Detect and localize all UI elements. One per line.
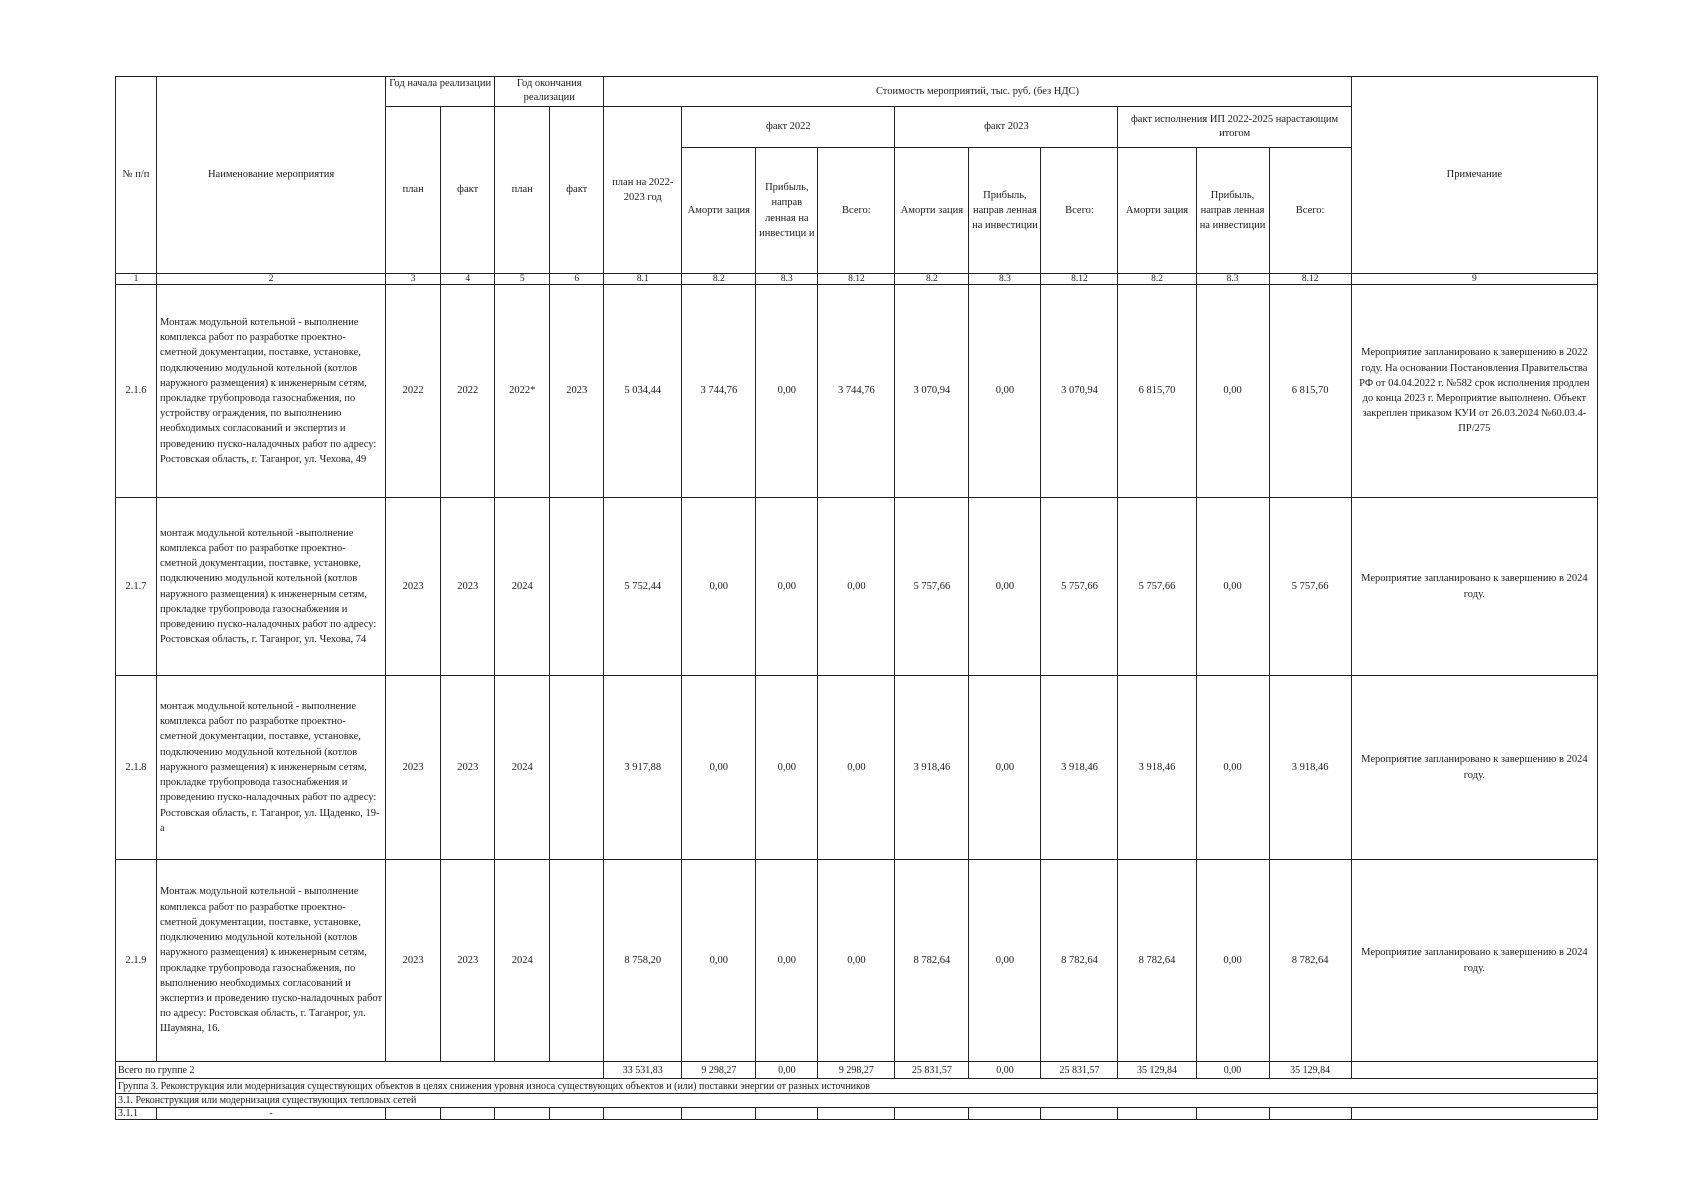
header-end-year: Год окончания реализации bbox=[495, 77, 604, 107]
table-row bbox=[116, 676, 1598, 860]
column-number: 8.12 bbox=[1269, 274, 1351, 285]
row-number: 2.1.9 bbox=[116, 860, 157, 1062]
f22-total-cell: 0,00 bbox=[818, 498, 895, 676]
empty-cell bbox=[756, 1108, 818, 1120]
header-row-1 bbox=[116, 77, 1598, 107]
end-fact-cell: 2023 bbox=[550, 285, 604, 498]
header-f22-amort: Аморти зация bbox=[682, 148, 756, 274]
empty-cell bbox=[969, 1108, 1041, 1120]
header-cum-profit: Прибыль, направ ленная на инвестиции bbox=[1196, 148, 1269, 274]
column-number-row bbox=[116, 274, 1598, 285]
plan-cost-cell: 3 917,88 bbox=[604, 676, 682, 860]
header-end-plan: план bbox=[495, 107, 550, 274]
header-start-fact: факт bbox=[441, 107, 495, 274]
header-cost: Стоимость мероприятий, тыс. руб. (без НДС) bbox=[604, 77, 1351, 107]
table-row bbox=[116, 860, 1598, 1062]
header-cum-amort: Аморти зация bbox=[1118, 148, 1196, 274]
start-plan-cell: 2022 bbox=[386, 285, 441, 498]
row-number: 2.1.6 bbox=[116, 285, 157, 498]
end-plan-cell: 2024 bbox=[495, 498, 550, 676]
cum-amort-cell: 8 782,64 bbox=[1118, 860, 1196, 1062]
f23-profit-cell: 0,00 bbox=[969, 285, 1041, 498]
f22-profit-cell: 0,00 bbox=[756, 860, 818, 1062]
f22-total-cell: 3 744,76 bbox=[818, 285, 895, 498]
f23-total-cell: 3 070,94 bbox=[1041, 285, 1118, 498]
end-fact-cell bbox=[550, 498, 604, 676]
header-name: Наименование мероприятия bbox=[157, 77, 386, 274]
empty-cell bbox=[1041, 1108, 1118, 1120]
end-plan-cell: 2024 bbox=[495, 860, 550, 1062]
plan-cost-cell: 5 034,44 bbox=[604, 285, 682, 498]
subgroup-3-1-title: 3.1. Реконструкция или модернизация существующих тепловых сетей bbox=[116, 1094, 1598, 1108]
f22-amort-cell: 0,00 bbox=[682, 860, 756, 1062]
cum-amort-cell: 6 815,70 bbox=[1118, 285, 1196, 498]
f22-amort-cell: 3 744,76 bbox=[682, 285, 756, 498]
f23-total-cell: 8 782,64 bbox=[1041, 860, 1118, 1062]
group-3-header-row bbox=[116, 1079, 1598, 1094]
header-f23-profit: Прибыль, направ ленная на инвестиции bbox=[969, 148, 1041, 274]
f23-amort-cell: 8 782,64 bbox=[895, 860, 969, 1062]
f22-amort-cell: 9 298,27 bbox=[682, 1062, 756, 1079]
column-number: 8.3 bbox=[756, 274, 818, 285]
start-fact-cell: 2023 bbox=[441, 860, 495, 1062]
group-3-title: Группа 3. Реконструкция или модернизация существующих объектов в целях снижения уровня износа существующих объектов и (или) поставки энергии от разных источников bbox=[116, 1079, 1598, 1094]
f23-amort-cell: 25 831,57 bbox=[895, 1062, 969, 1079]
measure-name: Монтаж модульной котельной - выполнение комплекса работ по разработке проектно-сметной документации, поставке, установке, подключению модульной котельной (котлов наружного размещения) к инженерным сетям, прокладке трубопровода газоснабжения, по устройству ограждения, по выполнению необходимых согласований и экспертиз и проведению пуско-наладочных работ по адресу: Ростовская область, г. Таганрог, ул. Чехова, 49 bbox=[157, 285, 386, 498]
table-row bbox=[116, 498, 1598, 676]
plan-cost-cell: 8 758,20 bbox=[604, 860, 682, 1062]
end-fact-cell bbox=[550, 860, 604, 1062]
f23-profit-cell: 0,00 bbox=[969, 860, 1041, 1062]
group-total-label: Всего по группе 2 bbox=[116, 1062, 604, 1079]
f23-profit-cell: 0,00 bbox=[969, 1062, 1041, 1079]
f23-total-cell: 3 918,46 bbox=[1041, 676, 1118, 860]
cum-amort-cell: 35 129,84 bbox=[1118, 1062, 1196, 1079]
empty-cell bbox=[386, 1108, 441, 1120]
header-start-year: Год начала реализации bbox=[386, 77, 495, 107]
cum-profit-cell: 0,00 bbox=[1196, 860, 1269, 1062]
empty-cell bbox=[495, 1108, 550, 1120]
start-fact-cell: 2022 bbox=[441, 285, 495, 498]
header-end-fact: факт bbox=[550, 107, 604, 274]
cum-profit-cell: 0,00 bbox=[1196, 676, 1269, 860]
start-plan-cell: 2023 bbox=[386, 860, 441, 1062]
f22-profit-cell: 0,00 bbox=[756, 285, 818, 498]
plan-cost-cell: 33 531,83 bbox=[604, 1062, 682, 1079]
f22-amort-cell: 0,00 bbox=[682, 676, 756, 860]
header-f22-total: Всего: bbox=[818, 148, 895, 274]
cum-profit-cell: 0,00 bbox=[1196, 498, 1269, 676]
cum-profit-cell: 0,00 bbox=[1196, 1062, 1269, 1079]
column-number: 8.3 bbox=[1196, 274, 1269, 285]
measure-name: - bbox=[157, 1108, 386, 1120]
measure-name: монтаж модульной котельной -выполнение комплекса работ по разработке проектно-сметной документации, поставке, установке, подключению модульной котельной (котлов наружного размещения) к инженерным сетям, прокладке трубопровода газоснабжения и проведению пуско-наладочных работ по адресу: Ростовская область, г. Таганрог, ул. Чехова, 74 bbox=[157, 498, 386, 676]
column-number: 8.12 bbox=[818, 274, 895, 285]
empty-cell bbox=[1118, 1108, 1196, 1120]
f23-amort-cell: 3 070,94 bbox=[895, 285, 969, 498]
f23-profit-cell: 0,00 bbox=[969, 676, 1041, 860]
f22-total-cell: 0,00 bbox=[818, 676, 895, 860]
empty-cell bbox=[1196, 1108, 1269, 1120]
cum-total-cell: 3 918,46 bbox=[1269, 676, 1351, 860]
cum-amort-cell: 3 918,46 bbox=[1118, 676, 1196, 860]
column-number: 4 bbox=[441, 274, 495, 285]
f23-total-cell: 5 757,66 bbox=[1041, 498, 1118, 676]
end-plan-cell: 2024 bbox=[495, 676, 550, 860]
subgroup-3-1-row bbox=[116, 1094, 1598, 1108]
f22-profit-cell: 0,00 bbox=[756, 676, 818, 860]
measure-name: монтаж модульной котельной - выполнение комплекса работ по разработке проектно-сметной документации, поставке, установке, подключению модульной котельной (котлов наружного размещения) к инженерным сетям, прокладке трубопровода газоснабжения и проведению пуско-наладочных работ по адресу: Ростовская область, г. Таганрог, ул. Щаденко, 19-а bbox=[157, 676, 386, 860]
cum-total-cell: 35 129,84 bbox=[1269, 1062, 1351, 1079]
f22-total-cell: 0,00 bbox=[818, 860, 895, 1062]
header-fact-2023: факт 2023 bbox=[895, 107, 1118, 148]
investment-table bbox=[115, 76, 1598, 1120]
header-f23-amort: Аморти зация bbox=[895, 148, 969, 274]
f22-profit-cell: 0,00 bbox=[756, 1062, 818, 1079]
start-plan-cell: 2023 bbox=[386, 676, 441, 860]
header-start-plan: план bbox=[386, 107, 441, 274]
table-row bbox=[116, 285, 1598, 498]
header-f23-total: Всего: bbox=[1041, 148, 1118, 274]
cum-amort-cell: 5 757,66 bbox=[1118, 498, 1196, 676]
f23-total-cell: 25 831,57 bbox=[1041, 1062, 1118, 1079]
column-number: 2 bbox=[157, 274, 386, 285]
end-fact-cell bbox=[550, 676, 604, 860]
note-cell: Мероприятие запланировано к завершению в 2024 году. bbox=[1351, 676, 1597, 860]
empty-cell bbox=[604, 1108, 682, 1120]
column-number: 5 bbox=[495, 274, 550, 285]
row-number: 3.1.1 bbox=[116, 1108, 157, 1120]
f23-amort-cell: 5 757,66 bbox=[895, 498, 969, 676]
table-row bbox=[116, 1108, 1598, 1120]
start-fact-cell: 2023 bbox=[441, 498, 495, 676]
column-number: 8.12 bbox=[1041, 274, 1118, 285]
end-plan-cell: 2022* bbox=[495, 285, 550, 498]
header-num: № п/п bbox=[116, 77, 157, 274]
row-number: 2.1.7 bbox=[116, 498, 157, 676]
investment-program-sheet bbox=[115, 76, 1598, 1120]
column-number: 1 bbox=[116, 274, 157, 285]
empty-cell bbox=[682, 1108, 756, 1120]
cum-profit-cell: 0,00 bbox=[1196, 285, 1269, 498]
cum-total-cell: 6 815,70 bbox=[1269, 285, 1351, 498]
header-plan-2022-2023: план на 2022-2023 год bbox=[604, 107, 682, 274]
row-number: 2.1.8 bbox=[116, 676, 157, 860]
column-number: 8.2 bbox=[1118, 274, 1196, 285]
column-number: 8.2 bbox=[895, 274, 969, 285]
note-cell: Мероприятие запланировано к завершению в 2022 году. На основании Постановления Правительства РФ от 04.04.2022 г. №582 срок исполнения продлен до конца 2023 г. Мероприятие выполнено. Объект закреплен приказом КУИ от 26.03.2024 №60.03.4-ПР/275 bbox=[1351, 285, 1597, 498]
header-note: Примечание bbox=[1351, 77, 1597, 274]
f22-total-cell: 9 298,27 bbox=[818, 1062, 895, 1079]
f22-amort-cell: 0,00 bbox=[682, 498, 756, 676]
column-number: 8.2 bbox=[682, 274, 756, 285]
empty-cell bbox=[1269, 1108, 1351, 1120]
cum-total-cell: 8 782,64 bbox=[1269, 860, 1351, 1062]
header-cum-total: Всего: bbox=[1269, 148, 1351, 274]
start-fact-cell: 2023 bbox=[441, 676, 495, 860]
f22-profit-cell: 0,00 bbox=[756, 498, 818, 676]
group-2-total-row bbox=[116, 1062, 1598, 1079]
empty-cell bbox=[550, 1108, 604, 1120]
empty-cell bbox=[895, 1108, 969, 1120]
measure-name: Монтаж модульной котельной - выполнение комплекса работ по разработке проектно-сметной документации, поставке, установке, подключению модульной котельной (котлов наружного размещения) к инженерным сетям, прокладке трубопровода газоснабжения, по выполнению необходимых согласований и экспертиз и проведению пуско-наладочных работ по адресу: Ростовская область, г. Таганрог, ул. Шаумяна, 16. bbox=[157, 860, 386, 1062]
cum-total-cell: 5 757,66 bbox=[1269, 498, 1351, 676]
note-cell: Мероприятие запланировано к завершению в 2024 году. bbox=[1351, 860, 1597, 1062]
column-number: 6 bbox=[550, 274, 604, 285]
empty-cell bbox=[818, 1108, 895, 1120]
header-f22-profit: Прибыль, направ ленная на инвестици и bbox=[756, 148, 818, 274]
plan-cost-cell: 5 752,44 bbox=[604, 498, 682, 676]
note-cell: Мероприятие запланировано к завершению в 2024 году. bbox=[1351, 498, 1597, 676]
column-number: 9 bbox=[1351, 274, 1597, 285]
note-cell bbox=[1351, 1062, 1597, 1079]
empty-cell bbox=[441, 1108, 495, 1120]
f23-amort-cell: 3 918,46 bbox=[895, 676, 969, 860]
column-number: 3 bbox=[386, 274, 441, 285]
column-number: 8.3 bbox=[969, 274, 1041, 285]
header-fact-2022: факт 2022 bbox=[682, 107, 895, 148]
column-number: 8.1 bbox=[604, 274, 682, 285]
empty-cell bbox=[1351, 1108, 1597, 1120]
header-fact-cumulative: факт исполнения ИП 2022-2025 нарастающим итогом bbox=[1118, 107, 1351, 148]
f23-profit-cell: 0,00 bbox=[969, 498, 1041, 676]
start-plan-cell: 2023 bbox=[386, 498, 441, 676]
